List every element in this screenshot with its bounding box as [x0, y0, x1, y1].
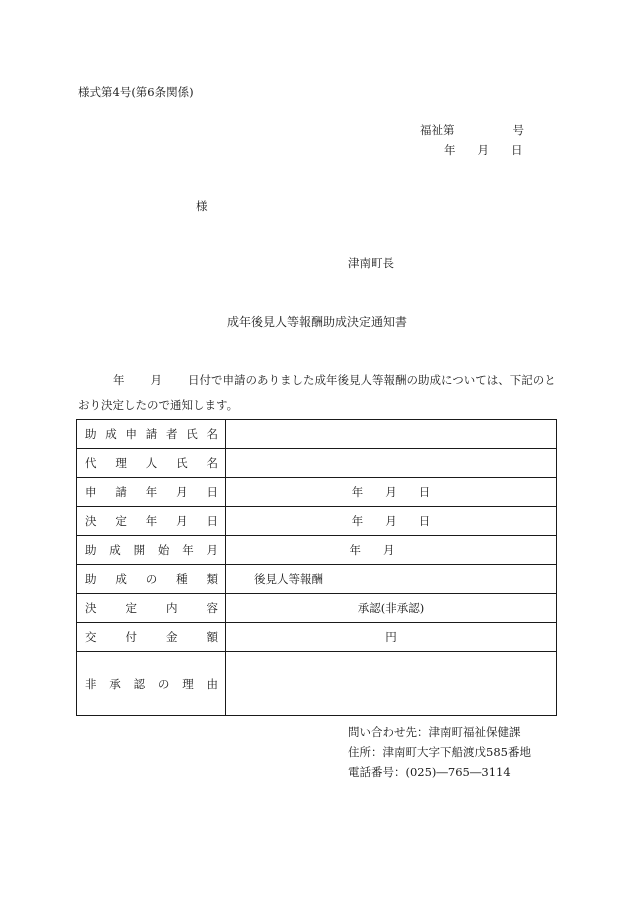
contact-inquiry: 問い合わせ先：津南町福祉保健課: [348, 725, 521, 739]
value-grant-amount: 円: [226, 623, 557, 652]
application-date-day: 日: [418, 485, 431, 499]
value-agent-name: [226, 449, 557, 478]
value-start-month: [226, 536, 557, 565]
contact-address: 住所：津南町大字下船渡戊585番地: [348, 745, 531, 759]
issue-date: [444, 142, 523, 158]
body-text: [78, 368, 558, 418]
decision-date-month: 月: [385, 514, 397, 528]
decision-date-year: 年: [351, 514, 364, 528]
table-row: [77, 536, 557, 565]
value-decision: 承認(非承認): [226, 594, 557, 623]
label-subsidy-type: 助成の種類: [77, 565, 226, 594]
issue-number-suffix: 号: [512, 123, 524, 137]
body-month: 月: [150, 373, 162, 387]
label-application-date: 申請年月日: [77, 478, 226, 507]
value-application-date: [226, 478, 557, 507]
table-row: [77, 565, 557, 594]
document-title: 成年後見人等報酬助成決定通知書: [227, 315, 408, 329]
value-subsidy-type: 後見人等報酬: [226, 565, 557, 594]
table-row: [77, 623, 557, 652]
table-row: [77, 478, 557, 507]
label-grant-amount: 交付金額: [77, 623, 226, 652]
issue-date-year: 年: [444, 143, 456, 157]
label-applicant-name: 助成申請者氏名: [77, 420, 226, 449]
table-row: [77, 652, 557, 716]
start-month-month: 月: [383, 543, 395, 557]
label-rejection-reason: 非承認の理由: [77, 652, 226, 716]
label-decision: 決定内容: [77, 594, 226, 623]
application-date-year: 年: [351, 485, 364, 499]
value-decision-date: [226, 507, 557, 536]
table-row: [77, 507, 557, 536]
issuer-name: 津南町長: [348, 256, 394, 270]
value-rejection-reason: [226, 652, 557, 716]
issue-date-day: 日: [511, 143, 523, 157]
table-row: [77, 594, 557, 623]
table-row: [77, 420, 557, 449]
value-applicant-name: [226, 420, 557, 449]
recipient-honorific: 様: [196, 199, 208, 213]
issue-date-month: 月: [477, 143, 489, 157]
label-start-month: 助成開始年月: [77, 536, 226, 565]
form-number: 様式第4号(第6条関係): [78, 85, 194, 99]
table-row: [77, 449, 557, 478]
application-date-month: 月: [385, 485, 397, 499]
body-year: 年: [113, 373, 125, 387]
body-paragraph: 日付で申請のありました成年後見人等報酬の助成については、下記のとおり決定したので通知します。: [78, 373, 556, 412]
contact-phone: 電話番号：(025)―765―3114: [348, 765, 511, 779]
start-month-year: 年: [349, 543, 361, 557]
contact-block: [348, 722, 531, 782]
issue-number-prefix: 福祉第: [420, 123, 455, 137]
issue-number: [420, 122, 524, 138]
label-decision-date: 決定年月日: [77, 507, 226, 536]
details-table: [76, 419, 557, 716]
label-agent-name: 代理人氏名: [77, 449, 226, 478]
decision-date-day: 日: [418, 514, 431, 528]
